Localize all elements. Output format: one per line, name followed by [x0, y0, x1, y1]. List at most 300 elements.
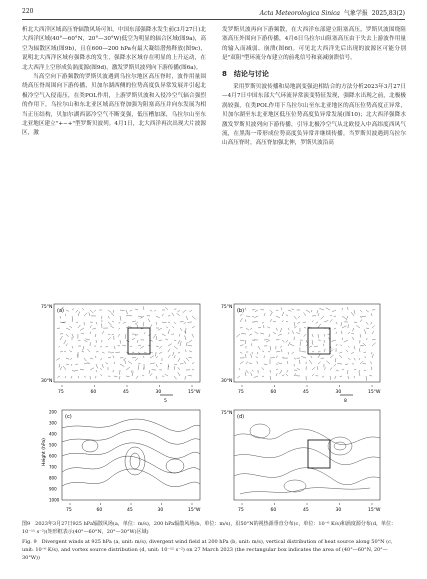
- wind-vector: [66, 328, 70, 330]
- panel-b-lat-top: 75°N: [221, 305, 233, 310]
- wind-vector: [78, 340, 80, 341]
- wind-vector: [240, 340, 244, 341]
- panel-b-vectors: [236, 307, 375, 381]
- wind-vector: [105, 346, 108, 347]
- wind-vector: [165, 307, 168, 310]
- wind-vector: [288, 310, 291, 311]
- wind-vector: [120, 316, 121, 321]
- wind-vector: [330, 319, 332, 322]
- wind-vector: [87, 349, 90, 352]
- panel-b-xticks: [238, 385, 381, 395]
- wind-vector: [300, 341, 301, 346]
- wind-vector: [108, 316, 110, 319]
- x-tick-label: 60: [270, 390, 277, 395]
- wind-vector: [172, 326, 174, 328]
- wind-vector: [82, 308, 84, 310]
- wind-vector: [262, 351, 264, 352]
- wind-vector: [149, 370, 150, 374]
- panel-d-contours: [234, 424, 380, 494]
- section-heading: 8 结论与讨论: [222, 69, 269, 78]
- wind-vector: [317, 367, 318, 370]
- panel-a-label: (a): [57, 308, 64, 314]
- wind-vector: [60, 367, 62, 370]
- wind-vector: [252, 316, 255, 317]
- wind-vector: [364, 352, 366, 353]
- wind-vector: [286, 315, 288, 316]
- wind-vector: [64, 351, 66, 352]
- wind-vector: [135, 358, 138, 361]
- wind-vector: [360, 334, 361, 337]
- wind-vector: [372, 343, 376, 346]
- wind-vector: [174, 340, 176, 341]
- wind-vector: [360, 319, 362, 322]
- wind-vector: [126, 367, 130, 370]
- wind-vector: [354, 376, 355, 378]
- wind-vector: [270, 312, 272, 316]
- page-number: 220: [22, 8, 34, 15]
- wind-vector: [280, 328, 282, 332]
- x-tick-label: 45: [123, 390, 129, 395]
- panel-b-lat-bottom: 30°N: [221, 379, 233, 384]
- x-tick-label: 45: [303, 508, 309, 513]
- wind-vector: [292, 352, 294, 354]
- wind-vector: [159, 352, 162, 354]
- wind-vector: [84, 358, 86, 361]
- wind-vector: [114, 376, 117, 377]
- panel-b-scale-label: 8: [344, 399, 347, 403]
- wind-vector: [240, 361, 244, 364]
- wind-vector: [126, 310, 128, 314]
- wind-vector: [312, 320, 314, 322]
- left-paragraph-2: 当高空向下游频散的罗斯贝波遇到乌拉尔地区高压脊时，波作用量围绕高压脊周围向下游传播，贝加尔湖西侧的位势高度负异常发展并引起北极冷空气入侵南压，在类POL作用，上游罗斯贝波和入侵冷空气辐合强烈的作用下，乌拉尔山和东北亚区域高压脊加强为阻塞高压并向东发展为相当正压结构，贝加尔湖西部冷空气不断变强，低压槽加深，乌拉尔山至东北亚地区建立"+−+"型罗斯贝波列。4月1日，北大西洋再次出现大片波源区，激: [22, 74, 206, 137]
- wind-vector: [125, 360, 126, 364]
- wind-vector: [252, 370, 254, 371]
- journal-title: [260, 8, 405, 17]
- wind-vector: [346, 350, 348, 352]
- panel-c-ylabel: Height (hPa): [42, 438, 47, 466]
- wind-vector: [80, 369, 84, 370]
- wind-vector: [178, 367, 180, 370]
- wind-vector: [245, 319, 246, 322]
- x-tick-label: 30: [155, 390, 162, 395]
- wind-vector: [90, 376, 91, 379]
- wind-vector: [188, 357, 192, 358]
- wind-vector: [78, 325, 80, 328]
- wind-vector: [359, 372, 360, 376]
- wind-vector: [143, 368, 144, 370]
- wind-vector: [287, 361, 288, 364]
- wind-vector: [71, 376, 72, 378]
- panel-d-box: [308, 440, 330, 468]
- wind-vector: [113, 355, 114, 358]
- wind-vector: [90, 310, 93, 313]
- wind-vector: [366, 338, 367, 340]
- wind-vector: [336, 344, 337, 346]
- wind-vector: [189, 351, 192, 352]
- wind-vector: [288, 352, 289, 354]
- wind-vector: [150, 363, 155, 364]
- wind-vector: [154, 310, 156, 311]
- wind-vector: [160, 363, 162, 364]
- panel-c-yticks: [49, 410, 60, 503]
- panel-d-lat-top: 75°N: [221, 411, 233, 416]
- wind-vector: [96, 364, 98, 368]
- wind-vector: [314, 346, 318, 347]
- wind-vector: [342, 316, 346, 319]
- wind-vector: [294, 316, 297, 319]
- wind-vector: [172, 313, 174, 316]
- panel-c-xticks: [66, 503, 201, 513]
- wind-vector: [125, 334, 126, 339]
- wind-vector: [66, 344, 68, 346]
- wind-vector: [138, 316, 143, 317]
- wind-vector: [120, 364, 124, 366]
- wind-vector: [92, 328, 96, 329]
- wind-vector: [251, 343, 252, 346]
- wind-vector: [330, 315, 332, 316]
- wind-vector: [60, 336, 62, 340]
- wind-vector: [278, 363, 282, 364]
- wind-vector: [303, 312, 306, 316]
- wind-vector: [312, 334, 313, 337]
- wind-vector: [69, 326, 72, 328]
- wind-vector: [250, 354, 252, 358]
- wind-vector: [371, 322, 372, 324]
- wind-vector: [150, 340, 153, 341]
- wind-vector: [279, 370, 282, 374]
- wind-vector: [324, 320, 328, 322]
- panel-a-scale-label: 5: [164, 399, 167, 403]
- wind-vector: [113, 370, 114, 372]
- x-tick-label: 15°W: [188, 390, 201, 395]
- wind-vector: [119, 322, 120, 324]
- wind-vector: [138, 365, 139, 370]
- x-tick-label: 15°W: [188, 508, 201, 513]
- wind-vector: [273, 332, 276, 334]
- wind-vector: [173, 352, 174, 356]
- wind-vector: [138, 345, 141, 346]
- wind-vector: [292, 309, 294, 310]
- wind-vector: [189, 310, 192, 312]
- wind-vector: [260, 333, 264, 334]
- wind-vector: [286, 374, 288, 376]
- wind-vector: [240, 318, 242, 322]
- wind-vector: [297, 368, 300, 370]
- wind-vector: [297, 322, 300, 323]
- wind-vector: [110, 326, 114, 328]
- wind-vector: [168, 355, 170, 358]
- wind-vector: [363, 363, 366, 364]
- wind-vector: [100, 346, 102, 347]
- x-tick-label: 30: [157, 508, 164, 513]
- wind-vector: [147, 315, 150, 316]
- wind-vector: [178, 372, 180, 376]
- wind-vector: [108, 337, 111, 340]
- wind-vector: [348, 358, 350, 360]
- wind-vector: [286, 321, 288, 322]
- wind-vector: [57, 376, 60, 378]
- wind-vector: [267, 327, 270, 328]
- wind-vector: [144, 352, 147, 353]
- wind-vector: [96, 351, 99, 352]
- wind-vector: [263, 325, 264, 328]
- wind-vector: [84, 376, 86, 377]
- wind-vector: [352, 328, 354, 331]
- wind-vector: [303, 322, 306, 323]
- wind-vector: [354, 310, 355, 314]
- wind-vector: [100, 358, 102, 360]
- wind-vector: [256, 356, 258, 358]
- wind-vector: [72, 334, 74, 338]
- wind-vector: [156, 316, 160, 318]
- wind-vector: [64, 340, 66, 344]
- figure-caption-cn: 图9 2023年3月27日925 hPa辐散风场(a，单位：m/s)，200 hPa辐散风场(b，单位：m/s)，沿50°N的视热源垂直分布(c，单位：10⁻⁶ K/s)和涡度源分布(d，单位：10⁻¹¹ s⁻²)(矩形框表示(40°—60°N，20°—30°W)区域): [22, 521, 397, 535]
- wind-vector: [335, 376, 336, 379]
- wind-vector: [188, 375, 192, 376]
- wind-vector: [366, 328, 369, 329]
- wind-vector: [311, 310, 312, 312]
- wind-vector: [254, 376, 258, 378]
- wind-vector: [276, 328, 278, 331]
- wind-vector: [83, 346, 84, 351]
- wind-vector: [318, 362, 321, 364]
- wind-vector: [184, 322, 186, 324]
- wind-vector: [162, 334, 166, 336]
- wind-vector: [111, 352, 114, 353]
- wind-vector: [249, 334, 252, 335]
- wind-vector: [280, 346, 282, 348]
- wind-vector: [304, 327, 306, 328]
- panel-d-label: (d): [237, 414, 245, 420]
- wind-vector: [130, 346, 132, 347]
- wind-vector: [312, 374, 314, 376]
- wind-vector: [90, 368, 94, 370]
- panel-b-frame: [234, 304, 380, 382]
- wind-vector: [80, 328, 84, 331]
- wind-vector: [264, 364, 267, 365]
- wind-vector: [177, 313, 180, 316]
- x-tick-label: 75: [238, 508, 244, 513]
- wind-vector: [72, 316, 73, 320]
- wind-vector: [330, 367, 332, 370]
- wind-vector: [339, 352, 342, 353]
- wind-vector: [250, 328, 252, 329]
- wind-vector: [192, 316, 196, 319]
- wind-vector: [356, 325, 360, 328]
- wind-vector: [156, 336, 157, 340]
- panel-a-vectors: [56, 306, 195, 379]
- wind-vector: [294, 322, 295, 326]
- wind-vector: [132, 338, 135, 340]
- wind-vector: [158, 328, 162, 330]
- wind-vector: [108, 322, 112, 325]
- panel-a-lat-top: 75°N: [41, 305, 53, 310]
- wind-vector: [262, 376, 264, 377]
- wind-vector: [148, 319, 150, 322]
- wind-vector: [257, 361, 258, 364]
- wind-vector: [363, 343, 366, 346]
- wind-vector: [69, 351, 72, 352]
- wind-vector: [360, 310, 362, 312]
- wind-vector: [84, 313, 87, 316]
- wind-vector: [352, 337, 354, 340]
- wind-vector: [118, 334, 120, 337]
- wind-vector: [100, 374, 102, 376]
- wind-vector: [317, 310, 318, 313]
- wind-vector: [140, 316, 144, 318]
- panel-b-box: [308, 328, 330, 354]
- wind-vector: [187, 345, 192, 346]
- wind-vector: [108, 310, 111, 313]
- wind-vector: [112, 321, 114, 322]
- y-tick-label: 400: [49, 431, 57, 437]
- panel-d-frame: [234, 410, 380, 500]
- wind-vector: [185, 336, 186, 340]
- wind-vector: [331, 340, 336, 341]
- wind-vector: [281, 307, 282, 310]
- wind-vector: [255, 310, 258, 312]
- wind-vector: [359, 370, 360, 372]
- wind-vector: [359, 358, 360, 360]
- wind-vector: [142, 375, 144, 376]
- wind-vector: [258, 327, 261, 328]
- wind-vector: [114, 346, 115, 349]
- wind-vector: [334, 316, 336, 317]
- wind-vector: [95, 376, 96, 378]
- wind-vector: [96, 370, 97, 372]
- wind-vector: [371, 313, 372, 316]
- wind-vector: [359, 348, 360, 352]
- wind-vector: [282, 320, 283, 322]
- wind-vector: [276, 339, 279, 340]
- wind-vector: [312, 340, 313, 345]
- wind-vector: [150, 352, 153, 353]
- x-tick-label: 60: [270, 508, 277, 513]
- wind-vector: [246, 370, 249, 373]
- wind-vector: [270, 310, 272, 313]
- wind-vector: [311, 356, 312, 358]
- x-tick-label: 45: [127, 508, 133, 513]
- wind-vector: [162, 314, 164, 316]
- x-tick-label: 15°W: [368, 508, 381, 513]
- wind-vector: [370, 361, 372, 364]
- wind-vector: [290, 344, 294, 346]
- wind-vector: [108, 357, 111, 358]
- wind-vector: [135, 309, 138, 310]
- wind-vector: [78, 376, 79, 378]
- x-tick-label: 15°W: [368, 390, 381, 395]
- wind-vector: [354, 369, 356, 370]
- wind-vector: [192, 362, 194, 364]
- wind-vector: [372, 339, 376, 340]
- wind-vector: [334, 364, 336, 366]
- wind-vector: [59, 364, 60, 368]
- header-rule: [22, 19, 405, 20]
- journal-name: Acta Meteorologica Sinica: [259, 10, 341, 17]
- wind-vector: [185, 376, 186, 380]
- wind-vector: [115, 352, 120, 353]
- wind-vector: [65, 376, 66, 378]
- wind-vector: [174, 364, 177, 365]
- wind-vector: [252, 309, 255, 310]
- wind-vector: [156, 356, 158, 358]
- wind-vector: [351, 312, 354, 316]
- y-tick-label: 700: [49, 464, 57, 470]
- wind-vector: [318, 324, 321, 328]
- wind-vector: [270, 346, 271, 351]
- wind-vector: [119, 376, 120, 379]
- wind-vector: [276, 316, 280, 318]
- wind-vector: [174, 376, 177, 379]
- wind-vector: [89, 312, 90, 316]
- wind-vector: [150, 325, 152, 328]
- wind-vector: [282, 375, 285, 376]
- wind-vector: [251, 373, 252, 376]
- wind-vector: [126, 315, 129, 316]
- wind-vector: [245, 372, 246, 376]
- wind-vector: [312, 351, 314, 352]
- wind-vector: [322, 376, 324, 378]
- wind-vector: [179, 334, 180, 336]
- wind-vector: [174, 346, 178, 349]
- wind-vector: [354, 358, 355, 360]
- journal-issue: 2025,83(2): [371, 10, 405, 17]
- wind-vector: [298, 316, 300, 318]
- wind-vector: [240, 345, 243, 346]
- wind-vector: [341, 322, 342, 326]
- wind-vector: [144, 332, 145, 334]
- wind-vector: [366, 376, 367, 381]
- page-header: [22, 8, 405, 18]
- wind-vector: [360, 345, 364, 346]
- wind-vector: [276, 373, 277, 376]
- wind-vector: [237, 376, 240, 378]
- wind-vector: [102, 352, 105, 353]
- panel-b-label: (b): [237, 308, 245, 314]
- wind-vector: [324, 349, 325, 352]
- wind-vector: [85, 339, 90, 340]
- wind-vector: [270, 376, 271, 380]
- wind-vector: [372, 326, 375, 328]
- wind-vector: [102, 331, 104, 334]
- wind-vector: [245, 340, 246, 344]
- wind-vector: [120, 310, 125, 311]
- wind-vector: [330, 349, 333, 352]
- wind-vector: [306, 340, 307, 343]
- wind-vector: [88, 363, 90, 364]
- panel-b: [220, 298, 390, 403]
- wind-vector: [321, 316, 324, 319]
- wind-vector: [364, 370, 366, 371]
- wind-vector: [174, 322, 176, 324]
- wind-vector: [346, 316, 348, 321]
- wind-vector: [136, 376, 138, 379]
- wind-vector: [294, 358, 296, 359]
- wind-vector: [156, 346, 159, 347]
- wind-vector: [342, 369, 344, 370]
- wind-vector: [335, 358, 336, 362]
- wind-vector: [166, 327, 168, 328]
- right-column: [222, 26, 406, 149]
- wind-vector: [72, 346, 73, 348]
- wind-vector: [177, 310, 180, 312]
- wind-vector: [347, 370, 348, 374]
- wind-vector: [72, 320, 73, 322]
- wind-vector: [78, 312, 80, 316]
- wind-vector: [71, 364, 72, 366]
- wind-vector: [186, 316, 188, 320]
- wind-vector: [137, 340, 138, 343]
